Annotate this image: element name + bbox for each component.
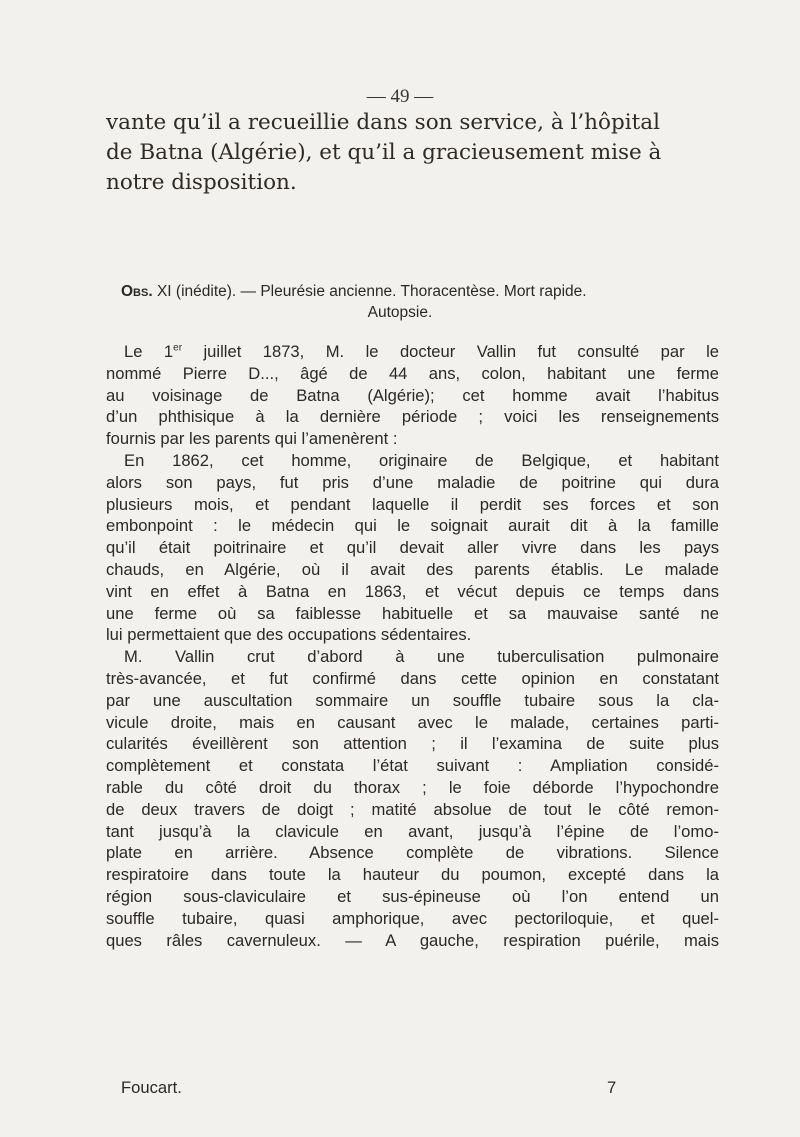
body-line: chauds, en Algérie, où il avait des parents établis. Le malade [106,559,719,579]
body-line: rable du côté droit du thorax ; le foie déborde l’hypochondre [106,777,719,797]
body-line: une ferme où sa faiblesse habituelle et sa mauvaise santé ne [106,603,719,623]
body-line: plusieurs mois, et pendant laquelle il perdit ses forces et son [106,494,719,514]
observation-subtitle: Autopsie. [367,304,433,321]
body-line: respiratoire dans toute la hauteur du poumon, excepté dans la [106,865,719,885]
body-line: ques râles cavernuleux. — A gauche, respiration puérile, mais [106,930,719,950]
observation-body [106,341,719,951]
observation-title: XI (inédite). — Pleurésie ancienne. Thoracentèse. Mort rapide. [156,283,587,300]
body-line: plate en arrière. Absence complète de vibrations. Silence [106,843,719,863]
footer-author: Foucart. [121,1078,182,1097]
ordinal-superscript: er [173,342,183,354]
body-line [106,341,719,363]
observation-label: Obs. [121,283,153,300]
body-first-prefix: Le 1 [124,342,174,361]
body-line: fournis par les parents qui l’amenèrent : [106,429,398,449]
body-line: région sous-claviculaire et sus-épineuse où l’on entend un [106,886,719,906]
observation-title-line [121,283,587,301]
body-line: vicule droite, mais en causant avec le malade, certaines parti- [106,712,719,732]
body-line: tant jusqu’à la clavicule en avant, jusqu’à l’épine de l’omo- [106,821,719,841]
body-line: embonpoint : le médecin qui le soignait aurait dit à la famille [106,516,719,536]
body-line: de deux travers de doigt ; matité absolue de tout le côté remon- [106,799,719,819]
intro-line: vante qu’il a recueillie dans son service, à l’hôpital [106,110,660,135]
body-line: au voisinage de Batna (Algérie); cet homme avait l’habitus [106,385,719,405]
body-line: par une auscultation sommaire un souffle tubaire sous la cla- [106,690,719,710]
body-line: En 1862, cet homme, originaire de Belgique, et habitant [124,450,719,470]
body-line: lui permettaient que des occupations sédentaires. [106,625,472,645]
intro-paragraph [106,108,718,198]
body-first-rest: juillet 1873, M. le docteur Vallin fut consulté par le [182,342,719,361]
body-line: cularités éveillèrent son attention ; il l’examina de suite plus [106,734,719,754]
body-line: M. Vallin crut d’abord à une tuberculisation pulmonaire [124,647,719,667]
body-line: très-avancée, et fut confirmé dans cette opinion en constatant [106,668,719,688]
intro-line: de Batna (Algérie), et qu’il a gracieusement mise à [106,140,662,165]
signature-mark: 7 [607,1078,617,1097]
body-line: d’un phthisique à la dernière période ; voici les renseignements [106,407,719,427]
body-line: nommé Pierre D..., âgé de 44 ans, colon, habitant une ferme [106,363,719,383]
body-line: alors son pays, fut pris d’une maladie de poitrine qui dura [106,472,719,492]
body-line: souffle tubaire, quasi amphorique, avec pectoriloquie, et quel- [106,908,719,928]
body-line: qu’il était poitrinaire et qu’il devait aller vivre dans les pays [106,538,719,558]
body-line: complètement et constata l’état suivant : Ampliation considé- [106,756,719,776]
body-line: vint en effet à Batna en 1863, et vécut depuis ce temps dans [106,581,719,601]
page-number-header: — 49 — [366,86,434,107]
intro-line: notre disposition. [106,170,297,195]
